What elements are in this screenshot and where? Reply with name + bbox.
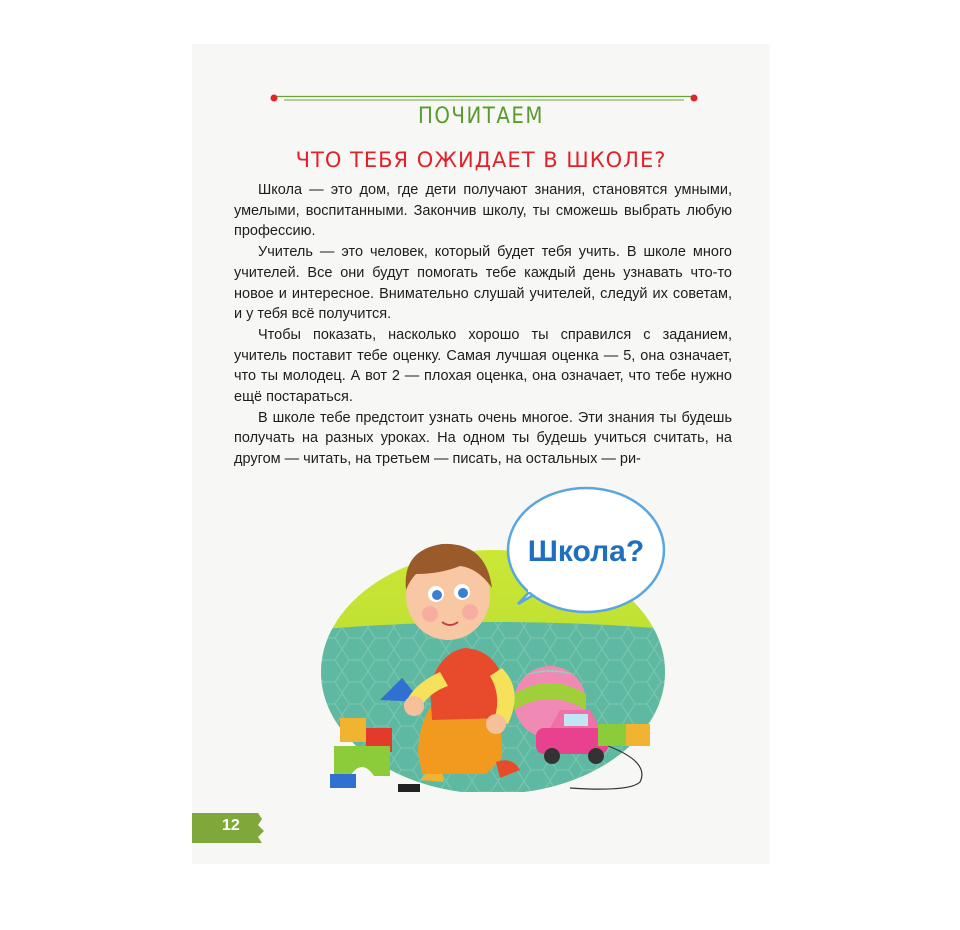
paragraph-2: Учитель — это человек, который будет тебя учить. В школе много учителей. Все они будут помогать тебе каждый день узнавать что-то новое и интересное. Внимательно слушай учителей, следуй их советам, и у тебя всё получится. [234,244,732,323]
paragraph-3: Чтобы показать, насколько хорошо ты справился с заданием, учитель поставит тебе оценку. Самая лучшая оценка — 5, она означает, что ты молодец. А вот 2 — плохая оценка, она означает, что тебе нужно ещё постараться. [234,326,732,406]
main-title: ЧТО ТЕБЯ ОЖИДАЕТ В ШКОЛЕ? [295,148,667,172]
body-text [234,180,732,470]
paragraph-1: Школа — это дом, где дети получают знания, становятся умными, умелыми, воспитанными. Закончив школу, ты сможешь выбрать любую профессию. [234,182,732,240]
page-number: 12 [222,817,240,834]
speech-bubble-text: Школа? [527,535,645,568]
paragraph-4: В школе тебе предстоит узнать очень многое. Эти знания ты будешь получать на разных уроках. На одном ты будешь учиться считать, на другом — читать, на третьем — писать, на остальных — ри- [234,409,732,468]
boy-playing-illustration [290,462,700,792]
book-page [192,44,770,864]
decorative-rule [270,94,698,102]
section-title: ПОЧИТАЕМ [417,104,545,129]
